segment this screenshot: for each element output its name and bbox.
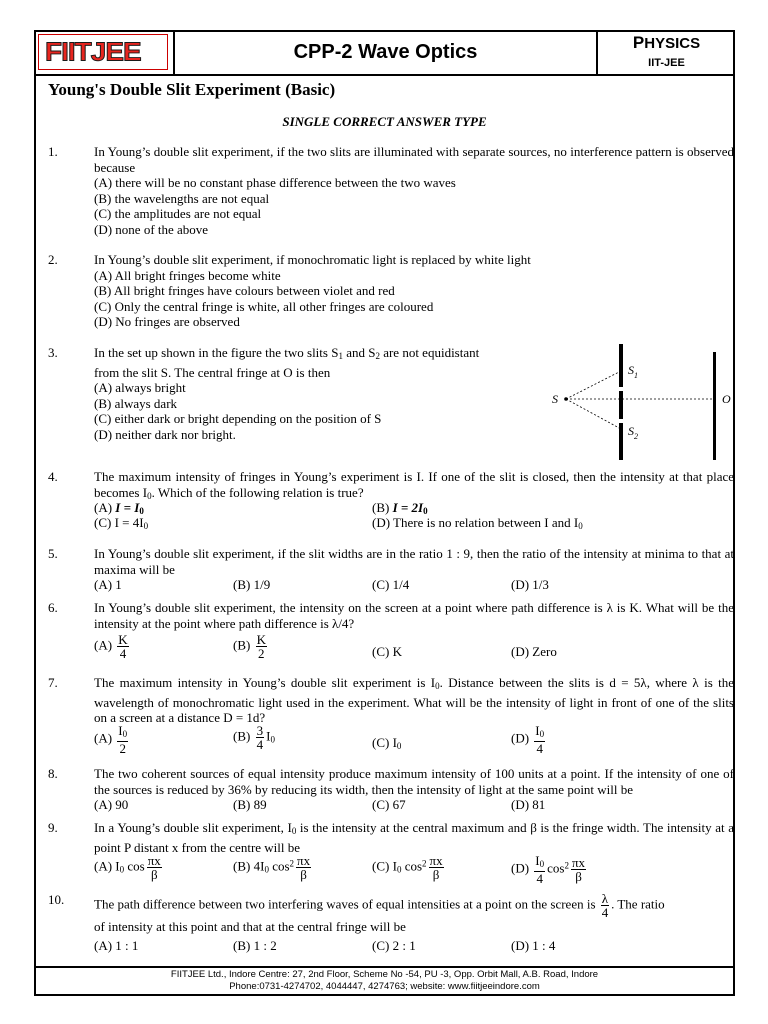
page-frame [34, 30, 735, 996]
option-b: (B) $I = 2I_0$ [372, 500, 428, 516]
option-b: (B) 89 [233, 797, 267, 812]
option-b: (B) 1 : 2 [233, 938, 277, 953]
ray-to-s2 [566, 399, 621, 429]
header [36, 32, 733, 76]
screen [713, 352, 716, 460]
label-s2: $S_2$ [628, 424, 638, 441]
option-a: (A) 1 : 1 [94, 938, 139, 953]
double-slit-figure [546, 342, 736, 462]
question-number: 1. [48, 144, 58, 159]
option-d: (D) none of the above [94, 221, 209, 237]
slit-barrier-top [619, 344, 623, 387]
option-d: (D) No fringes are observed [94, 314, 240, 329]
option-d: (D) 1/3 [511, 577, 549, 592]
option-d: (D) There is no relation between I and $I_0$ [372, 515, 583, 531]
option-b: (B) always dark [94, 395, 178, 411]
option-c: (C) $I_0$ $\cos^2$ $\frac{\pi x}{\beta}$ [372, 853, 443, 882]
footer [36, 966, 733, 993]
fiitjee-logo: FIITJEE [38, 34, 168, 70]
answer-type-heading: SINGLE CORRECT ANSWER TYPE [282, 114, 487, 129]
option-c: (C) Only the central fringe is white, all other fringes are coloured [94, 298, 434, 314]
option-a: (A) always bright [94, 380, 186, 395]
question-number: 4. [48, 469, 58, 484]
question-number: 7. [48, 675, 58, 690]
option-a: (A) 90 [94, 797, 129, 812]
option-b: (B) $\frac{K}{2}$ [233, 632, 266, 661]
option-d: (D) Zero [511, 644, 557, 659]
footer-contact: Phone:0731-4274702, 4044447, 4274763; website: www.fiitjeeindore.com [229, 981, 540, 992]
option-d: (D) 81 [511, 797, 546, 812]
option-b: (B) All bright fringes have colours between violet and red [94, 283, 395, 298]
question-number: 9. [48, 820, 58, 835]
option-a: (A) 1 [94, 577, 122, 592]
option-d: (D) neither dark nor bright. [94, 426, 236, 442]
question-text: The path difference between two interfering waves of equal intensities at a point on the screen is $\frac{\lambda}{4}$ . The ratio [94, 891, 665, 920]
footer-address: FIITJEE Ltd., Indore Centre: 27, 2nd Floor, Scheme No -54, PU -3, Opp. Orbit Mall, A.B. Road, Indore [170, 969, 599, 980]
question-text: The maximum intensity of fringes in Young’s experiment is I. If one of the slit is closed, then the intensity at that place becomes $I_0$. Which of the following relation is true? [94, 469, 734, 501]
option-b: (B) the wavelengths are not equal [94, 190, 270, 206]
question-text: In Young’s double slit experiment, the intensity on the screen at a point where path difference is λ is K. What will be the intensity at the point where path difference is λ/4? [94, 600, 734, 631]
question-text: In a Young’s double slit experiment, $I_0$ is the intensity at the central maximum and β is the fringe width. The intensity at a point P distant x from the centre will be [94, 820, 734, 855]
question-text: In Young’s double slit experiment, if monochromatic light is replaced by white light [94, 252, 531, 267]
option-c: (C) 1/4 [372, 577, 410, 592]
question-number: 10. [48, 892, 65, 907]
subject-label: PHYSICS [632, 33, 701, 52]
option-d: (D) 1 : 4 [511, 938, 556, 953]
option-b: (B) $\frac{3}{4}$ $I_0$ [233, 723, 275, 752]
option-a: (A) $I_0$ cos $\frac{\pi x}{\beta}$ [94, 853, 161, 882]
option-c: (C) 67 [372, 797, 406, 812]
label-o: O [722, 392, 731, 406]
question-number: 3. [48, 345, 58, 360]
question-text-line2: of intensity at this point and that at the central fringe will be [94, 919, 406, 934]
option-b: (B) 1/9 [233, 577, 271, 592]
question-text: In Young’s double slit experiment, if the slit widths are in the ratio 1 : 9, then the ratio of the intensity at minima to that at maxima will be [94, 546, 734, 577]
subject-box [600, 34, 733, 71]
exam-label: IIT-JEE [648, 57, 685, 69]
question-number: 5. [48, 546, 58, 561]
ray-to-s1 [566, 371, 621, 399]
option-a: (A) All bright fringes become white [94, 267, 281, 283]
option-c: (C) K [372, 644, 402, 659]
option-c: (C) either dark or bright depending on the position of S [94, 411, 382, 426]
label-s: S [552, 392, 558, 406]
question-number: 2. [48, 252, 58, 267]
option-c: (C) $I = 4I_0$ [94, 515, 149, 531]
source-point [564, 397, 568, 401]
option-d: (D) $\frac{I_0}{4}$ $\cos^2$ $\frac{\pi x}{\beta}$ [511, 853, 586, 886]
option-c: (C) the amplitudes are not equal [94, 206, 262, 221]
option-c: (C) 2 : 1 [372, 938, 416, 953]
label-s1: $S_1$ [628, 363, 638, 380]
slit-barrier-middle [619, 391, 623, 419]
question-text: In Young’s double slit experiment, if the two slits are illuminated with separate sources, no interference pattern is observed because [94, 144, 734, 175]
page-title: CPP-2 Wave Optics [173, 32, 598, 74]
option-c: (C) $I_0$ [372, 735, 402, 751]
section-title: Young's Double Slit Experiment (Basic) [48, 80, 336, 99]
option-b: (B) $4I_0$ $\cos^2$ $\frac{\pi x}{\beta}$ [233, 853, 311, 882]
question-text-line2: from the slit S. The central fringe at O is then [94, 364, 331, 380]
question-text: The maximum intensity in Young’s double slit experiment is $I_0$. Distance between the slits is d = 5λ, where λ is the wavelength of monochromatic light used in the experiment. What will be the intensity of light in front of one of the slits on a screen at a distance D = 1d? [94, 675, 735, 725]
option-a: (A) $\frac{K}{4}$ [94, 632, 128, 661]
option-d: (D) $\frac{I_0}{4}$ [511, 723, 545, 756]
question-text: The two coherent sources of equal intensity produce maximum intensity of 100 units at a point. If the intensity of one of the sources is reduced by 36% by reducing its width, then the intensity of light at the same point will be [94, 766, 734, 797]
question-text: In the set up shown in the figure the two slits $S_1$ and $S_2$ are not equidistant [94, 345, 480, 361]
question-number: 8. [48, 766, 58, 781]
question-number: 6. [48, 600, 58, 615]
option-a: (A) there will be no constant phase difference between the two waves [94, 175, 456, 190]
option-a: (A) $\frac{I_0}{2}$ [94, 723, 128, 756]
option-a: (A) $I = I_0$ [94, 500, 144, 516]
